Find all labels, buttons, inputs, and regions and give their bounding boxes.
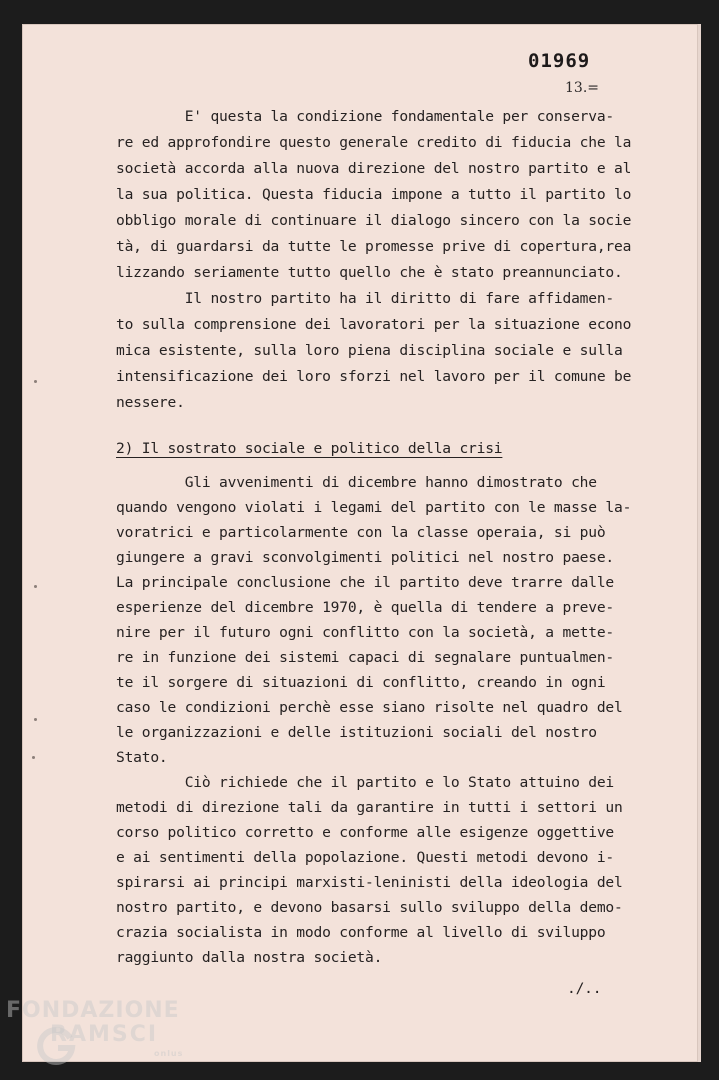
text-line: Ciò richiede che il partito e lo Stato attuino dei xyxy=(116,774,614,791)
text-line: quando vengono violati i legami del partito con le masse la- xyxy=(116,499,632,516)
text-line: la sua politica. Questa fiducia impone a tutto il partito lo xyxy=(116,186,632,203)
text-line: nessere. xyxy=(116,394,185,411)
watermark-sub: onlus xyxy=(154,1049,184,1058)
paper-speck xyxy=(34,380,37,383)
text-line: intensificazione dei loro sforzi nel lavoro per il comune be xyxy=(116,368,632,385)
continuation-mark: ./.. xyxy=(567,980,602,997)
text-line: società accorda alla nuova direzione del nostro partito e al xyxy=(116,160,632,177)
paper-speck xyxy=(34,585,37,588)
text-line: Il nostro partito ha il diritto di fare affidamen- xyxy=(116,290,614,307)
text-line: re in funzione dei sistemi capaci di segnalare puntualmen- xyxy=(116,649,614,666)
archive-number: 01969 xyxy=(528,50,591,72)
watermark-line1: FONDAZIONE xyxy=(6,998,180,1023)
watermark xyxy=(6,998,184,1058)
text-line: esperienze del dicembre 1970, è quella di tendere a preve- xyxy=(116,599,614,616)
page-number: 13.= xyxy=(565,80,599,96)
text-line: tà, di guardarsi da tutte le promesse prive di copertura,rea xyxy=(116,238,632,255)
text-line: mica esistente, sulla loro piena disciplina sociale e sulla xyxy=(116,342,623,359)
text-line: re ed approfondire questo generale credito di fiducia che la xyxy=(116,134,632,151)
text-line: Gli avvenimenti di dicembre hanno dimostrato che xyxy=(116,474,597,491)
text-line: E' questa la condizione fondamentale per conserva- xyxy=(116,108,614,125)
text-line: le organizzazioni e delle istituzioni sociali del nostro xyxy=(116,724,597,741)
text-line: raggiunto dalla nostra società. xyxy=(116,949,383,966)
text-line: lizzando seriamente tutto quello che è stato preannunciato. xyxy=(116,264,623,281)
text-line: La principale conclusione che il partito deve trarre dalle xyxy=(116,574,614,591)
text-line: e ai sentimenti della popolazione. Questi metodi devono i- xyxy=(116,849,614,866)
text-line: corso politico corretto e conforme alle esigenze oggettive xyxy=(116,824,614,841)
text-line: nire per il futuro ogni conflitto con la società, a mette- xyxy=(116,624,614,641)
text-line: spirarsi ai principi marxisti-leninisti della ideologia del xyxy=(116,874,623,891)
watermark-line2: RAMSCI xyxy=(50,1022,159,1047)
paper-speck xyxy=(34,718,37,721)
text-line: Stato. xyxy=(116,749,168,766)
watermark-g-icon xyxy=(36,1026,76,1066)
text-line: crazia socialista in modo conforme al livello di sviluppo xyxy=(116,924,606,941)
text-line: to sulla comprensione dei lavoratori per la situazione econo xyxy=(116,316,632,333)
section-heading: 2) Il sostrato sociale e politico della crisi xyxy=(116,440,503,457)
text-line: nostro partito, e devono basarsi sullo sviluppo della demo- xyxy=(116,899,623,916)
paper-speck xyxy=(32,756,35,759)
text-line: obbligo morale di continuare il dialogo sincero con la socie xyxy=(116,212,632,229)
text-line: voratrici e particolarmente con la classe operaia, si può xyxy=(116,524,606,541)
text-line: giungere a gravi sconvolgimenti politici nel nostro paese. xyxy=(116,549,614,566)
text-line: te il sorgere di situazioni di conflitto, creando in ogni xyxy=(116,674,606,691)
text-line: metodi di direzione tali da garantire in tutti i settori un xyxy=(116,799,623,816)
page-edge xyxy=(698,24,701,1062)
text-line: caso le condizioni perchè esse siano risolte nel quadro del xyxy=(116,699,623,716)
